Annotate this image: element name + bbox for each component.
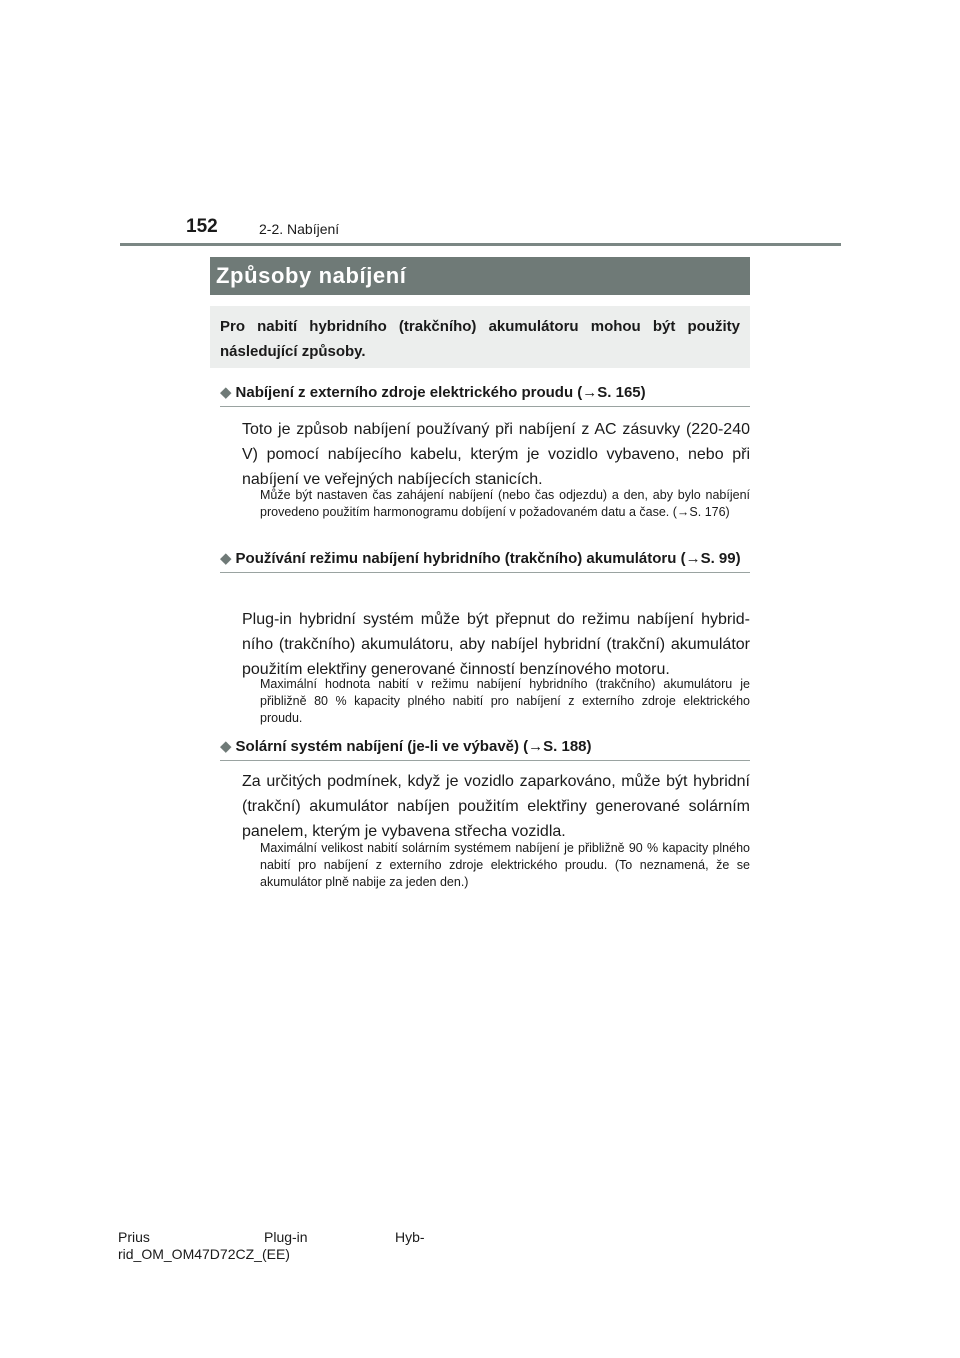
footer-line2: rid_OM_OM47D72CZ_(EE) <box>118 1246 290 1262</box>
item-heading-charge-mode <box>220 546 750 573</box>
footer-part1: Prius <box>118 1229 150 1245</box>
section-label: 2-2. Nabíjení <box>259 221 340 237</box>
item-heading-text: Nabíjení z externího zdroje elektrického proudu (→S. 165) <box>235 384 646 401</box>
diamond-icon: ◆ <box>220 384 232 401</box>
diamond-icon: ◆ <box>220 550 232 567</box>
diamond-icon: ◆ <box>220 738 232 755</box>
footer-part2: Plug-in <box>264 1229 308 1245</box>
item-body-charge-mode: Plug-in hybridní systém může být přepnut do režimu nabíjení hybridního (trakčního) akumulátoru, aby nabíjel hybridní (trakční) akumulátor použitím elektřiny generované činností benzínového motoru. <box>242 611 750 678</box>
item-body-solar: Za určitých podmínek, když je vozidlo zaparkováno, může být hybridní (trakční) akumulátor nabíjen použitím elektřiny generované solárním panelem, kterým je vybavena střecha vozidla. <box>242 773 750 840</box>
item-heading-text: Používání režimu nabíjení hybridního (trakčního) akumulátoru (→S. 99) <box>235 550 741 567</box>
item-note-charge-mode: Maximální hodnota nabití v režimu nabíjení hybridního (trakčního) akumulátoru je přibližně 80 % kapacity plného nabití pro nabíjení z externího zdroje elektrického proudu. <box>260 677 750 725</box>
item-heading-solar <box>220 734 750 761</box>
item-body-external: Toto je způsob nabíjení používaný při nabíjení z AC zásuvky (220-240 V) pomocí nabíjecího kabelu, kterým je vozidlo vybaveno, nebo při nabíjení ve veřejných nabíjecích stanicích. <box>242 421 750 488</box>
item-note-external: Může být nastaven čas zahájení nabíjení (nebo čas odjezdu) a den, aby bylo nabíjení provedeno použitím harmonogramu dobíjení v požadovaném datu a čase. (→S. 176) <box>260 488 750 519</box>
item-heading-external <box>220 380 750 407</box>
page-title: Způsoby nabíjení <box>210 257 750 295</box>
header-rule <box>120 243 841 246</box>
footer-part3: Hyb- <box>395 1229 425 1245</box>
item-note-solar: Maximální velikost nabití solárním systémem nabíjení je přibližně 90 % kapacity plného nabití pro nabíjení z externího zdroje elektrického proudu. (To neznamená, že se akumulátor plně nabije za jeden den.) <box>260 841 750 889</box>
item-heading-text: Solární systém nabíjení (je-li ve výbavě) (→S. 188) <box>235 738 592 755</box>
page-number: 152 <box>186 216 218 237</box>
footer <box>118 1229 425 1263</box>
intro-box: Pro nabití hybridního (trakčního) akumulátoru mohou být použity následující způsoby. <box>210 306 750 368</box>
